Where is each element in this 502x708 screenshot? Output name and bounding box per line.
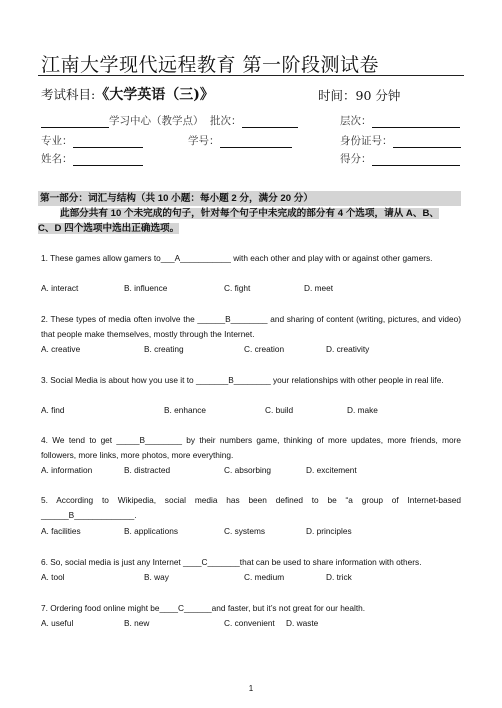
option-b: B. influence	[124, 283, 168, 293]
batch-blank	[242, 116, 298, 128]
options-4	[41, 465, 461, 478]
option-c: C. creation	[244, 344, 285, 354]
option-c: C. fight	[224, 283, 251, 293]
level-label: 层次：	[340, 115, 372, 127]
option-d: D. waste	[286, 618, 319, 628]
option-d: D. creativity	[326, 344, 370, 354]
name-blank	[73, 154, 143, 166]
option-c: C. absorbing	[224, 465, 272, 475]
batch-label: 批次：	[210, 115, 242, 127]
instructions-line-2: C、D 四个选项中选出正确选项。	[38, 223, 180, 234]
section-heading: 第一部分：词汇与结构（共 10 小题：每小题 2 分，满分 20 分）	[38, 191, 461, 206]
question-7: 7. Ordering food online might be____C______and faster, but it’s not great for our health.	[41, 603, 366, 613]
question-3: 3. Social Media is about how you use it to _______B________ your relationships with other people in real life.	[41, 375, 444, 385]
major-label: 专业：	[41, 135, 73, 147]
option-c: C. systems	[224, 526, 266, 536]
option-c: C. build	[265, 405, 294, 415]
id-number-blank	[393, 136, 461, 148]
option-a: A. tool	[41, 572, 65, 582]
option-a: A. useful	[41, 618, 74, 628]
option-c: C. convenient	[224, 618, 275, 628]
name-field	[41, 151, 143, 166]
question-1: 1. These games allow gamers to___A___________ with each other and play with or against other gamers.	[41, 253, 433, 263]
subject-name: 《大学英语（三)》	[95, 87, 214, 103]
option-b: B. way	[144, 572, 169, 582]
options-2	[41, 344, 461, 357]
title-divider	[38, 75, 464, 76]
option-b: B. distracted	[124, 465, 171, 475]
id-number-field	[340, 133, 461, 148]
options-7	[41, 618, 461, 631]
major-field	[41, 133, 143, 148]
study-center-label: 学习中心（教学点）	[109, 115, 204, 127]
option-a: A. find	[41, 405, 65, 415]
options-5	[41, 526, 461, 539]
study-center-blank	[41, 116, 109, 128]
options-6	[41, 572, 461, 585]
study-center-field	[41, 113, 204, 128]
id-number-label: 身份证号：	[340, 135, 393, 147]
question-4: 4. We tend to get _____B________ by their numbers game, thinking of more updates, more friends, more followers, more links, more photos, more everything.	[41, 435, 461, 460]
score-field	[340, 151, 460, 166]
question-6: 6. So, social media is just any Internet ____C_______that can be used to share information with others.	[41, 557, 422, 567]
option-d: D. principles	[306, 526, 352, 536]
section-instructions	[38, 206, 461, 236]
exam-title: 江南大学现代远程教育 第一阶段测试卷	[41, 54, 380, 76]
major-blank	[73, 136, 143, 148]
option-a: A. information	[41, 465, 93, 475]
question-2: 2. These types of media often involve the ______B________ and sharing of content (writing, pictures, and video) that people make themselves, mostly through the Internet.	[41, 314, 461, 339]
option-d: D. trick	[326, 572, 352, 582]
option-d: D. meet	[304, 283, 334, 293]
option-d: D. make	[347, 405, 378, 415]
option-a: A. interact	[41, 283, 79, 293]
question-5: 5. According to Wikipedia, social media has been defined to be “a group of Internet-based ______B_____________.	[41, 495, 461, 520]
option-c: C. medium	[244, 572, 285, 582]
score-blank	[372, 154, 460, 166]
instructions-line-1: 此部分共有 10 个未完成的句子，针对每个句子中未完成的部分有 4 个选项，请从 A、B、	[60, 208, 439, 219]
student-id-label: 学号：	[188, 135, 220, 147]
option-a: A. creative	[41, 344, 81, 354]
option-b: B. creating	[144, 344, 184, 354]
batch-field	[210, 113, 298, 128]
student-id-field	[188, 133, 292, 148]
subject-label: 考试科目:	[41, 87, 96, 102]
level-field	[340, 113, 460, 128]
student-id-blank	[220, 136, 292, 148]
option-b: B. new	[124, 618, 150, 628]
exam-time: 时间：90 分钟	[318, 88, 401, 103]
name-label: 姓名：	[41, 153, 73, 165]
option-a: A. facilities	[41, 526, 81, 536]
option-d: D. excitement	[306, 465, 357, 475]
options-1	[41, 283, 461, 296]
options-3	[41, 405, 461, 418]
option-b: B. enhance	[164, 405, 206, 415]
subject-line	[41, 84, 214, 104]
option-b: B. applications	[124, 526, 178, 536]
score-label: 得分：	[340, 153, 372, 165]
page-number: 1	[248, 684, 254, 693]
level-blank	[372, 116, 460, 128]
